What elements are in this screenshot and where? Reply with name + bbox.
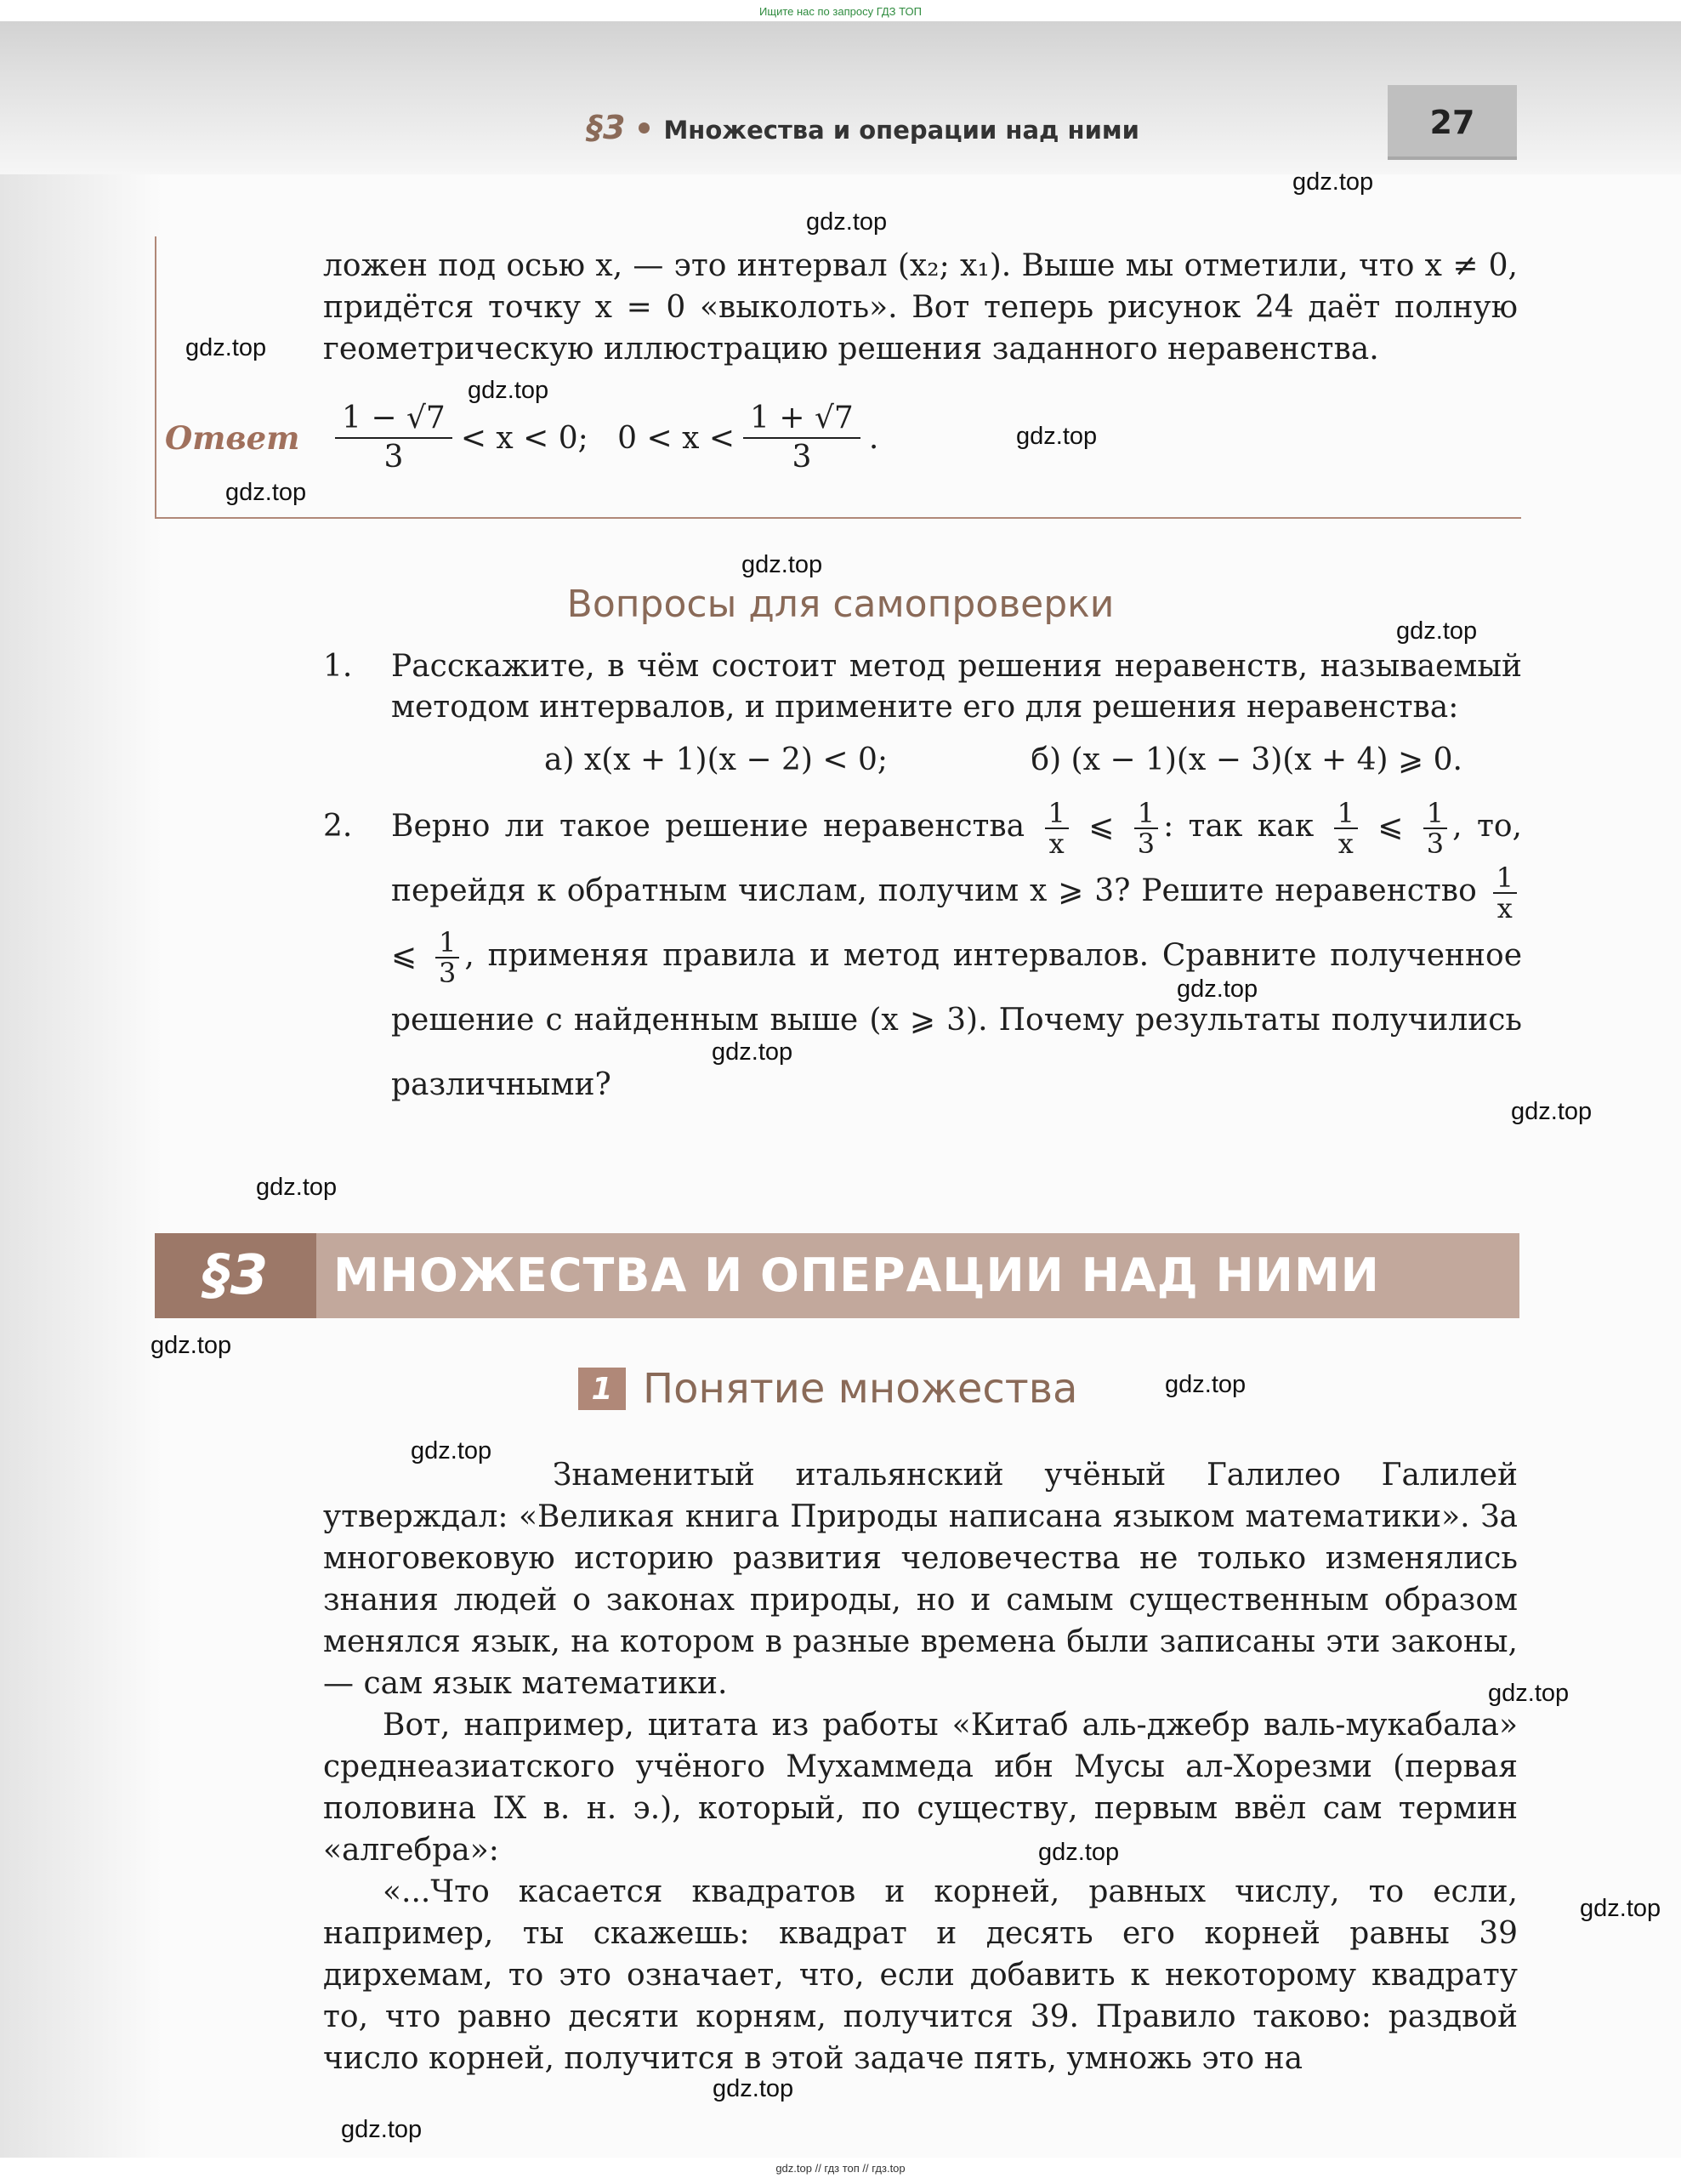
running-head [587, 109, 1139, 146]
page-binding-shadow [0, 21, 162, 2158]
watermark: gdz.top [185, 334, 267, 361]
body-text [323, 1454, 1518, 2079]
fraction-numerator: 1 [1134, 799, 1158, 829]
leq-sign: ⩽ [1377, 809, 1404, 844]
body-paragraph: Знаменитый итальянский учёный Галилео Галилей утверждал: «Великая книга Природы написана языком математики». За многовековую историю развития человечества не только изменялись знания людей о законах природы, но и самым существенным образом менялся язык, на котором в разные времена были записаны эти законы, — сам язык математики. [323, 1458, 1518, 1701]
page-number: 27 [1388, 85, 1517, 160]
fraction-numerator: 1 [1423, 799, 1447, 829]
question-item [323, 794, 1522, 1118]
quote-paragraph: «...Что касается квадратов и корней, равных числу, то если, например, ты скажешь: квадрат и десять его корней равны 39 дирхемам, то это означает, что, если добавить к некоторому квадрату то, что равно десяти корням, получится 39. Правило таково: раздвой число корней, получится в этой задаче пять, умножь это на [323, 1874, 1518, 2076]
section-marker: §3 [155, 1233, 316, 1318]
watermark: gdz.top [1580, 1895, 1661, 1922]
fraction-denominator: 3 [1426, 828, 1445, 860]
watermark: gdz.top [468, 377, 549, 404]
subsection-number-badge: 1 [578, 1368, 626, 1410]
fraction-denominator: x [1048, 828, 1065, 860]
answer-label: Ответ [165, 419, 300, 457]
fraction-denominator: 3 [439, 957, 457, 989]
watermark: gdz.top [713, 2075, 794, 2102]
watermark: gdz.top [411, 1437, 492, 1465]
body-paragraph: Вот, например, цитата из работы «Китаб аль-джебр валь-мукабала» среднеазиатского учёного Мухаммеда ибн Мусы ал-Хорезми (первая половина IX в. н. э.), который, по существу, первым ввёл сам термин «алгебра»: [323, 1708, 1518, 1868]
fraction-one-third [1423, 799, 1447, 858]
question-list [323, 646, 1522, 1123]
watermark: gdz.top [225, 479, 307, 506]
fraction-numerator: 1 [1045, 799, 1069, 829]
search-hint-banner: Ищите нас по запросу ГДЗ ТОП [759, 5, 922, 18]
solution-conclusion-text [323, 245, 1518, 370]
answer-fraction-left [335, 400, 452, 476]
watermark: gdz.top [256, 1174, 338, 1201]
fraction-numerator: 1 − √7 [335, 400, 452, 439]
question-item [323, 646, 1522, 789]
fraction-one-third [1134, 799, 1158, 858]
section-title-bar [155, 1233, 1519, 1318]
fraction-one-over-x [1493, 863, 1517, 923]
fraction-denominator: 3 [383, 440, 404, 475]
leq-sign: ⩽ [391, 938, 417, 973]
fraction-numerator: 1 [1334, 799, 1358, 829]
solution-paragraph: ложен под осью x, — это интервал (x₂; x₁). Выше мы отметили, что x ≠ 0, придётся точку x = 0 «выколоть». Вот теперь рисунок 24 даёт полную геометрическую иллюстрацию решения заданного неравенства. [323, 248, 1518, 367]
subsection-heading [578, 1365, 1077, 1413]
question-number: 2. [323, 809, 353, 844]
question-subitems [391, 728, 1522, 789]
question-text-part2: : так как [1163, 809, 1315, 844]
subitem-b: б) (x − 1)(x − 3)(x + 4) ⩾ 0. [1031, 742, 1462, 777]
subsection-title: Понятие множества [643, 1365, 1078, 1413]
running-head-title: Множества и операции над ними [663, 116, 1139, 145]
question-text-part4: , применяя правила и метод интервалов. Сравните полученное решение с найденным выше (x ⩾ 3). Почему результаты получились различными? [391, 938, 1522, 1102]
watermark: gdz.top [341, 2116, 423, 2143]
watermark: gdz.top [806, 208, 888, 236]
running-head-paragraph-mark: §3 [587, 109, 626, 146]
answer-line [165, 400, 1525, 476]
watermark: gdz.top [1165, 1371, 1247, 1398]
watermark: gdz.top [1038, 1839, 1120, 1866]
bullet-dot-icon [639, 122, 650, 134]
fraction-numerator: 1 [1493, 863, 1517, 894]
footer-watermark-line: gdz.top // гдз топ // гдз.top [775, 2162, 906, 2175]
watermark: gdz.top [741, 551, 823, 578]
watermark: gdz.top [1511, 1098, 1593, 1125]
watermark: gdz.top [1396, 617, 1478, 645]
fraction-numerator: 1 + √7 [743, 400, 860, 439]
answer-inequality-middle: < x < 0; 0 < x < [460, 420, 735, 456]
fraction-denominator: 3 [792, 440, 812, 475]
fraction-one-over-x [1045, 799, 1069, 858]
watermark: gdz.top [150, 1332, 232, 1359]
watermark: gdz.top [1488, 1680, 1570, 1707]
answer-fraction-right [743, 400, 860, 476]
answer-end: . [868, 420, 879, 456]
subitem-a: а) x(x + 1)(x − 2) < 0; [544, 742, 889, 777]
watermark: gdz.top [1016, 423, 1098, 450]
question-text: Расскажите, в чём состоит метод решения неравенств, называемый методом интервалов, и примените его для решения неравенства: [391, 649, 1522, 725]
question-number: 1. [323, 649, 353, 684]
fraction-denominator: x [1496, 892, 1513, 924]
section-title: МНОЖЕСТВА И ОПЕРАЦИИ НАД НИМИ [333, 1248, 1380, 1302]
fraction-denominator: x [1337, 828, 1354, 860]
fraction-denominator: 3 [1137, 828, 1156, 860]
leq-sign: ⩽ [1088, 809, 1115, 844]
self-check-heading: Вопросы для самопроверки [566, 583, 1115, 626]
watermark: gdz.top [712, 1038, 793, 1066]
fraction-one-over-x [1334, 799, 1358, 858]
watermark: gdz.top [1292, 168, 1374, 196]
question-text-part1: Верно ли такое решение неравенства [391, 809, 1025, 844]
fraction-one-third [435, 928, 459, 987]
watermark: gdz.top [1177, 975, 1258, 1003]
fraction-numerator: 1 [435, 928, 459, 958]
question-text-part3: , то, перейдя к обратным числам, получим x ⩾ 3? Решите неравенство [391, 809, 1522, 908]
